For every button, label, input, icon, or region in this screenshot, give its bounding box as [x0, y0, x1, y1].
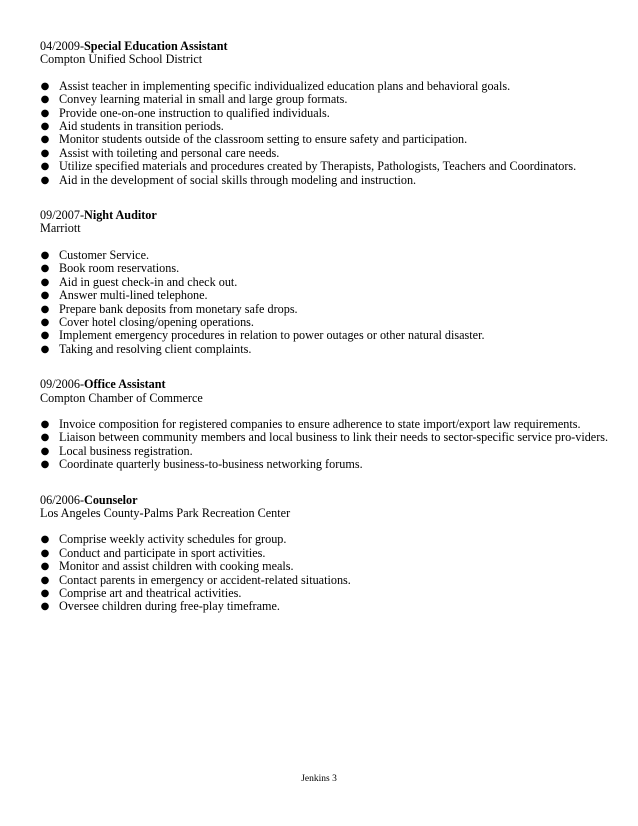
duty-item: [40, 547, 610, 560]
duty-item: [40, 80, 610, 93]
bullet-icon: ●: [40, 343, 50, 355]
job-title: Counselor: [84, 492, 138, 507]
bullet-icon: ●: [40, 588, 50, 599]
bullet-icon: ●: [40, 316, 50, 328]
job-header: [40, 378, 610, 391]
duty-text: Provide one-on-one instruction to qualified individuals.: [59, 105, 330, 120]
duty-text: Utilize specified materials and procedures created by Therapists, Pathologists, Teachers and Coordinators.: [59, 159, 577, 174]
employer-name: Compton Unified School District: [40, 52, 203, 67]
duty-text: Oversee children during free-play timeframe.: [59, 599, 280, 614]
job-header: [40, 40, 610, 53]
duty-text: Invoice composition for registered companies to ensure adherence to state import/export law requirements.: [59, 416, 581, 431]
duty-text: Aid in the development of social skills through modeling and instruction.: [59, 172, 417, 187]
resume-page: [40, 40, 610, 614]
bullet-icon: ●: [40, 80, 50, 92]
duty-text: Monitor and assist children with cooking meals.: [59, 559, 294, 574]
duty-item: [40, 431, 610, 444]
duty-text: Implement emergency procedures in relation to power outages or other natural disaster.: [59, 328, 485, 343]
bullet-icon: ●: [40, 561, 50, 573]
duty-text: Prepare bank deposits from monetary safe drops.: [59, 301, 298, 316]
job-entry-counselor: [40, 494, 610, 614]
job-date: 04/2009-: [40, 39, 85, 53]
duty-item: [40, 458, 610, 471]
bullet-icon: ●: [40, 161, 50, 173]
bullet-icon: ●: [40, 147, 50, 159]
duty-item: [40, 316, 610, 329]
duty-item: [40, 262, 610, 275]
job-date: 06/2006-: [40, 492, 85, 507]
page-footer: [0, 773, 638, 786]
duty-text: Customer Service.: [59, 247, 150, 262]
bullet-icon: ●: [40, 134, 50, 146]
job-title: Special Education Assistant: [84, 39, 228, 53]
job-date: 09/2007-: [40, 208, 85, 223]
duty-text: Taking and resolving client complaints.: [59, 341, 252, 356]
job-entry-office-assistant: [40, 378, 610, 471]
bullet-icon: ●: [40, 445, 50, 457]
duty-text: Conduct and participate in sport activities.: [59, 545, 266, 560]
bullet-icon: ●: [40, 330, 50, 342]
duty-list: [40, 80, 610, 187]
job-title: Night Auditor: [84, 208, 157, 223]
bullet-icon: ●: [40, 534, 50, 546]
duty-item: [40, 107, 610, 120]
duty-item: [40, 445, 610, 458]
page-number-label: Jenkins 3: [301, 774, 337, 784]
duty-item: [40, 289, 610, 302]
duty-item: [40, 533, 610, 546]
bullet-icon: ●: [40, 276, 50, 288]
duty-item: [40, 93, 610, 106]
duty-item: [40, 276, 610, 289]
bullet-icon: ●: [40, 107, 50, 119]
bullet-icon: ●: [40, 418, 50, 430]
job-entry-special-education-assistant: [40, 40, 610, 187]
bullet-icon: ●: [40, 121, 50, 133]
duty-text: Assist with toileting and personal care needs.: [59, 145, 280, 160]
employer-name: Compton Chamber of Commerce: [40, 390, 203, 405]
job-entry-night-auditor: [40, 209, 610, 356]
bullet-icon: ●: [40, 432, 50, 444]
bullet-icon: ●: [40, 459, 50, 471]
duty-item: [40, 174, 610, 187]
duty-item: [40, 560, 610, 573]
duty-item: [40, 120, 610, 133]
job-title: Office Assistant: [84, 377, 166, 392]
duty-text: Assist teacher in implementing specific individualized education plans and behavioral goals.: [59, 78, 511, 93]
bullet-icon: ●: [40, 94, 50, 106]
duty-text: Book room reservations.: [59, 261, 180, 276]
duty-text: Coordinate quarterly business-to-business networking forums.: [59, 457, 363, 472]
duty-item: [40, 329, 610, 342]
duty-item: [40, 249, 610, 262]
job-header: [40, 209, 610, 222]
employer-name: Los Angeles County-Palms Park Recreation Center: [40, 505, 291, 520]
duty-text: Contact parents in emergency or accident-related situations.: [59, 572, 351, 587]
duty-item: [40, 587, 610, 600]
duty-list: [40, 533, 610, 613]
bullet-icon: ●: [40, 303, 50, 315]
bullet-icon: ●: [40, 263, 50, 275]
job-date: 09/2006-: [40, 377, 85, 392]
duty-item: [40, 303, 610, 316]
duty-text: Local business registration.: [59, 443, 193, 458]
duty-item: [40, 160, 610, 173]
employer-name: Marriott: [40, 221, 81, 236]
bullet-icon: ●: [40, 574, 50, 586]
bullet-icon: ●: [40, 290, 50, 302]
duty-item: [40, 133, 610, 146]
duty-item: [40, 147, 610, 160]
duty-item: [40, 343, 610, 356]
duty-item: [40, 574, 610, 587]
duty-text: Liaison between community members and local business to link their needs to sector-specific service pro-viders.: [59, 430, 609, 445]
duty-text: Answer multi-lined telephone.: [59, 288, 208, 303]
job-header: [40, 494, 610, 507]
duty-text: Convey learning material in small and large group formats.: [59, 92, 348, 107]
duty-text: Comprise art and theatrical activities.: [59, 586, 242, 600]
duty-text: Comprise weekly activity schedules for group.: [59, 532, 287, 547]
bullet-icon: ●: [40, 249, 50, 261]
duty-list: [40, 418, 610, 472]
duty-item: [40, 418, 610, 431]
duty-list: [40, 249, 610, 356]
duty-text: Aid students in transition periods.: [59, 119, 224, 134]
bullet-icon: ●: [40, 601, 50, 613]
duty-item: [40, 600, 610, 613]
bullet-icon: ●: [40, 174, 50, 186]
duty-text: Cover hotel closing/opening operations.: [59, 314, 254, 329]
duty-text: Monitor students outside of the classroom setting to ensure safety and participation.: [59, 132, 468, 147]
duty-text: Aid in guest check-in and check out.: [59, 274, 238, 289]
bullet-icon: ●: [40, 547, 50, 559]
